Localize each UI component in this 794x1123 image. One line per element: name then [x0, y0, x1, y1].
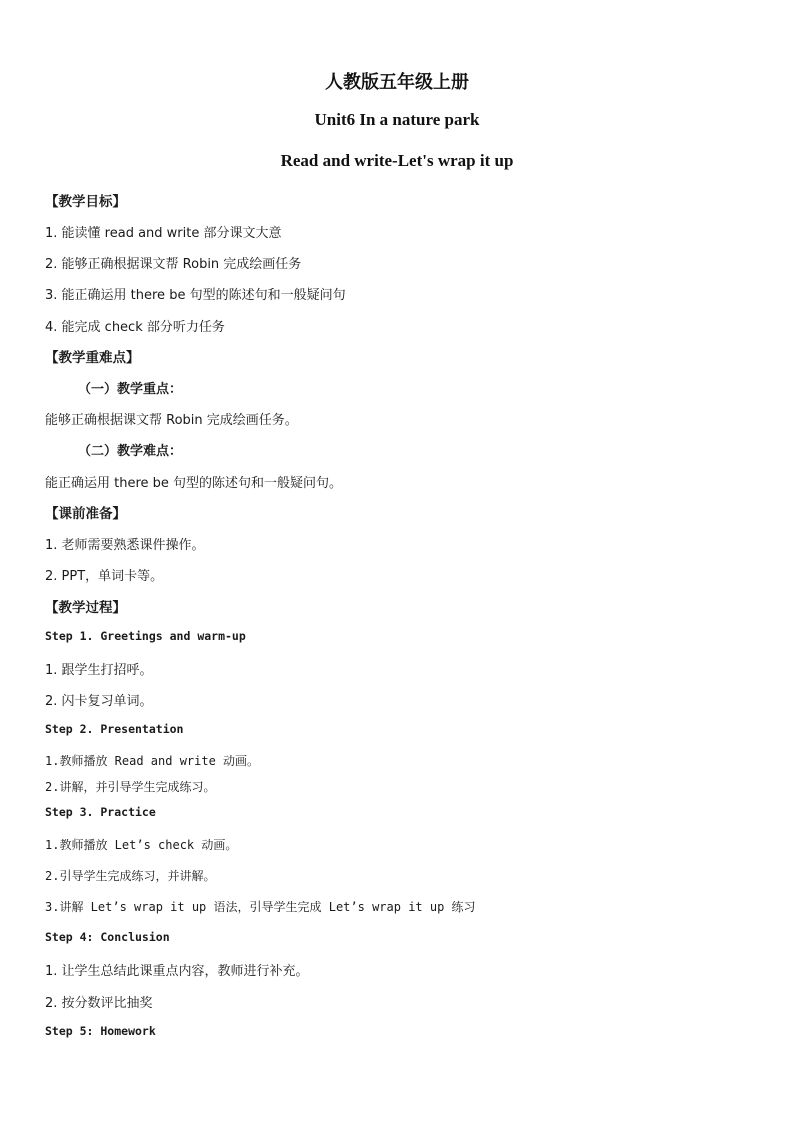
preparation-heading: 【课前准备】 [45, 506, 126, 522]
step-item: 2. 按分数评比抽奖 [45, 996, 153, 1011]
step-item: 1.教师播放 Let’s check 动画。 [45, 838, 238, 852]
step-item: 2. 闪卡复习单词。 [45, 694, 153, 709]
objective-item: 1. 能读懂 read and write 部分课文大意 [45, 226, 282, 241]
step-title: Step 4: Conclusion [45, 930, 170, 944]
step-item: 2.引导学生完成练习，并讲解。 [45, 869, 216, 883]
step-title: Step 3. Practice [45, 805, 156, 819]
step-title: Step 1. Greetings and warm-up [45, 629, 246, 643]
document-title: 人教版五年级上册 [325, 72, 469, 92]
step-title: Step 5: Homework [45, 1024, 156, 1038]
step-item: 1. 让学生总结此课重点内容，教师进行补充。 [45, 964, 309, 979]
objective-item: 3. 能正确运用 there be 句型的陈述句和一般疑问句 [45, 288, 346, 303]
preparation-item: 2. PPT，单词卡等。 [45, 569, 164, 584]
unit-title: Unit6 In a nature park [314, 110, 480, 129]
step-title: Step 2. Presentation [45, 722, 184, 736]
difficulty-heading: （二）教学难点： [78, 444, 183, 459]
step-item: 1.教师播放 Read and write 动画。 [45, 754, 260, 768]
preparation-item: 1. 老师需要熟悉课件操作。 [45, 538, 205, 553]
objective-item: 4. 能完成 check 部分听力任务 [45, 320, 225, 335]
objective-item: 2. 能够正确根据课文帮 Robin 完成绘画任务 [45, 257, 302, 272]
objectives-heading: 【教学目标】 [45, 194, 126, 210]
lesson-title: Read and write-Let's wrap it up [280, 151, 514, 170]
step-item: 3.讲解 Let’s wrap it up 语法，引导学生完成 Let’s wrap it up 练习 [45, 900, 476, 914]
focus-heading: （一）教学重点： [78, 382, 183, 397]
step-item: 1. 跟学生打招呼。 [45, 663, 153, 678]
difficulty-text: 能正确运用 there be 句型的陈述句和一般疑问句。 [45, 476, 343, 491]
step-item: 2.讲解，并引导学生完成练习。 [45, 780, 216, 794]
focus-text: 能够正确根据课文帮 Robin 完成绘画任务。 [45, 413, 298, 428]
key-points-heading: 【教学重难点】 [45, 350, 140, 366]
process-heading: 【教学过程】 [45, 600, 126, 616]
